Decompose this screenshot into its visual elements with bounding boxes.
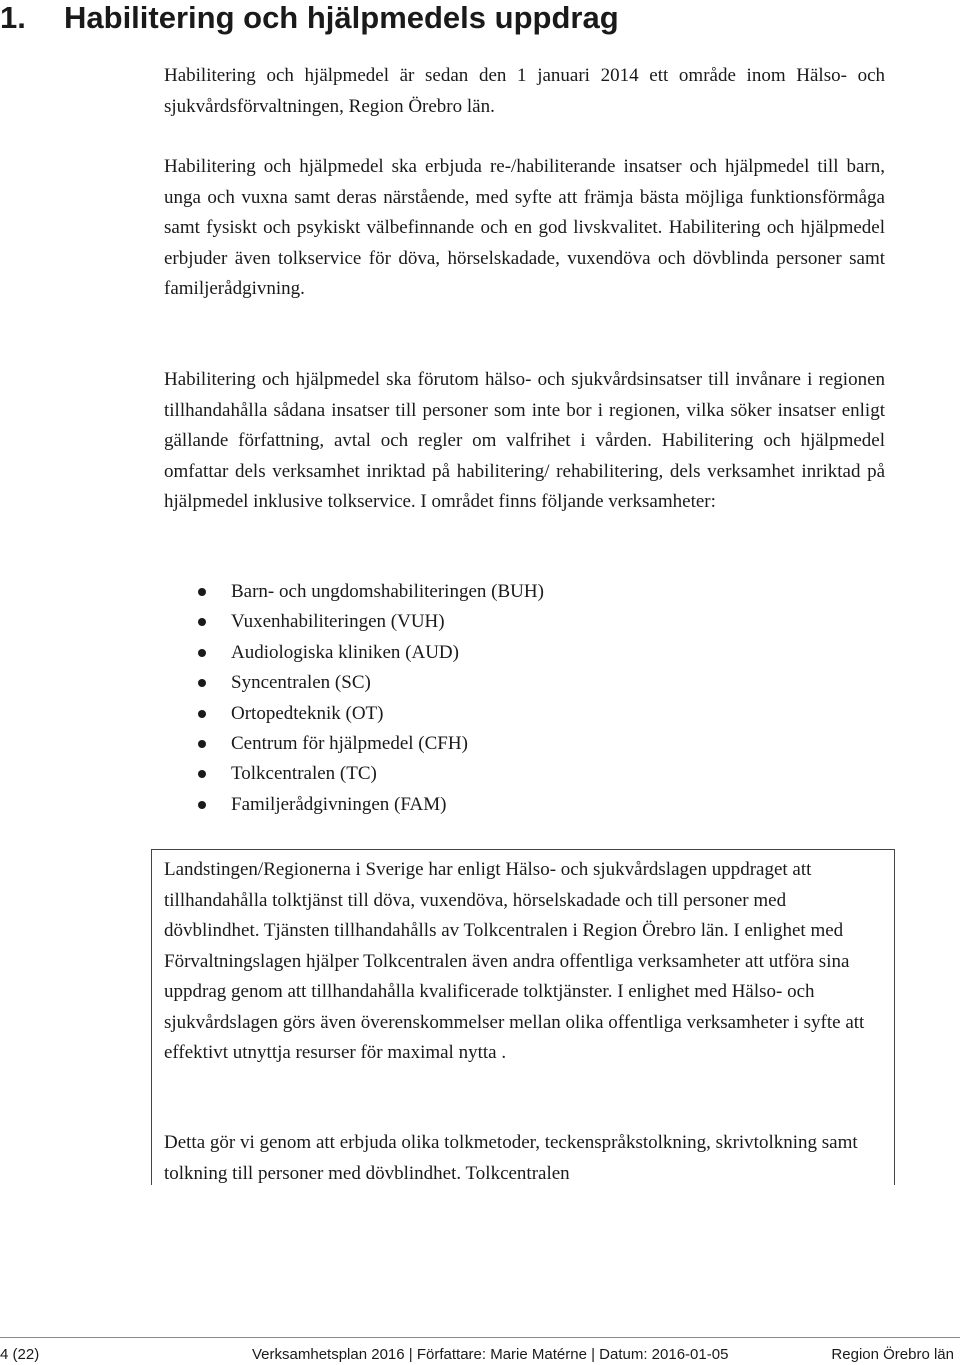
- bullet-icon: [198, 618, 206, 626]
- list-item: [196, 729, 544, 759]
- bullet-icon: [198, 710, 206, 718]
- footer-divider: [0, 1337, 960, 1338]
- bullet-icon: [198, 588, 206, 596]
- list-item-label: Ortopedteknik (OT): [231, 702, 384, 724]
- list-item-label: Vuxenhabiliteringen (VUH): [231, 611, 445, 633]
- list-item: [196, 577, 544, 607]
- list-item-label: Barn- och ungdomshabiliteringen (BUH): [231, 581, 544, 602]
- mission-paragraph: Habilitering och hjälpmedel ska erbjuda re-/habiliterande insatser och hjälpmedel till barn, unga och vuxna samt deras närstående, med syfte att främja bästa möjliga funktionsförmåga samt fysiskt och psykiskt välbefinnande och en god livskvalitet. Habilitering och hjälpmedel erbjuder även tolkservice för döva, hörselskadade, vuxendöva och dövblinda personer samt familjerådgivning.: [164, 156, 885, 299]
- list-item: [196, 790, 544, 820]
- intro-paragraph: Habilitering och hjälpmedel är sedan den 1 januari 2014 ett område inom Hälso- och sjukvårdsförvaltningen, Region Örebro län.: [164, 65, 885, 117]
- bullet-icon: [198, 679, 206, 687]
- list-item: [196, 759, 544, 789]
- footer-separator: |: [591, 1346, 595, 1363]
- footer-document-info: [252, 1345, 728, 1365]
- bullet-icon: [198, 770, 206, 778]
- section-title: Habilitering och hjälpmedels uppdrag: [64, 0, 619, 35]
- bullet-icon: [198, 740, 206, 748]
- page-number: 4 (22): [0, 1346, 40, 1363]
- footer-date: Datum: 2016-01-05: [599, 1346, 729, 1363]
- list-item-label: Audiologiska kliniken (AUD): [231, 641, 459, 663]
- list-item-label: Centrum för hjälpmedel (CFH): [231, 733, 468, 755]
- bullet-icon: [198, 649, 206, 657]
- footer-separator: |: [408, 1346, 413, 1363]
- scope-paragraph: Habilitering och hjälpmedel ska förutom hälso- och sjukvårdsinsatser till invånare i regionen tillhandahålla sådana insatser till personer som inte bor i regionen, vilka söker insatser enligt gällande författning, avtal och regler om valfrihet i vården. Habilitering och hjälpmedel omfattar dels verksamhet inriktad på habilitering/ rehabilitering, dels verksamhet inriktad på hjälpmedel inklusive tolkservice. I området finns följande verksamheter:: [164, 369, 885, 512]
- list-item: [196, 699, 544, 729]
- list-item: [196, 607, 544, 637]
- footer-author: Författare: Marie Matérne: [416, 1346, 587, 1363]
- list-item-label: Syncentralen (SC): [231, 672, 371, 694]
- list-item: [196, 668, 544, 698]
- footer-organization: Region Örebro län: [831, 1346, 954, 1363]
- list-item-label: Tolkcentralen (TC): [231, 763, 377, 785]
- box-paragraph-2: Detta gör vi genom att erbjuda olika tolkmetoder, teckenspråkstolkning, skrivtolkning samt tolkning till personer med dövblindhet. Tolkcentralen: [164, 1132, 858, 1184]
- footer-document: Verksamhetsplan 2016: [252, 1346, 405, 1363]
- list-item: [196, 638, 544, 668]
- list-item-label: Familjerådgivningen (FAM): [231, 793, 447, 815]
- section-number: 1.: [0, 0, 26, 35]
- bullet-icon: [198, 801, 206, 809]
- box-paragraph-1: Landstingen/Regionerna i Sverige har enligt Hälso- och sjukvårdslagen uppdraget att tillhandahålla tolktjänst till döva, vuxendöva, hörselskadade och till personer med dövblindhet. Tjänsten tillhandahålls av Tolkcentralen i Region Örebro län. I enlighet med Förvaltningslagen hjälper Tolkcentralen även andra offentliga verksamheter att utföra sina uppdrag genom att tillhandahålla kvalificerade tolktjänster. I enlighet med Hälso- och sjukvårdslagen görs även överenskommelser mellan olika offentliga verksamheter i syfte att effektivt utnyttja resurser för maximal nytta .: [164, 859, 865, 1063]
- units-list: [196, 577, 544, 820]
- section-heading: [0, 0, 619, 36]
